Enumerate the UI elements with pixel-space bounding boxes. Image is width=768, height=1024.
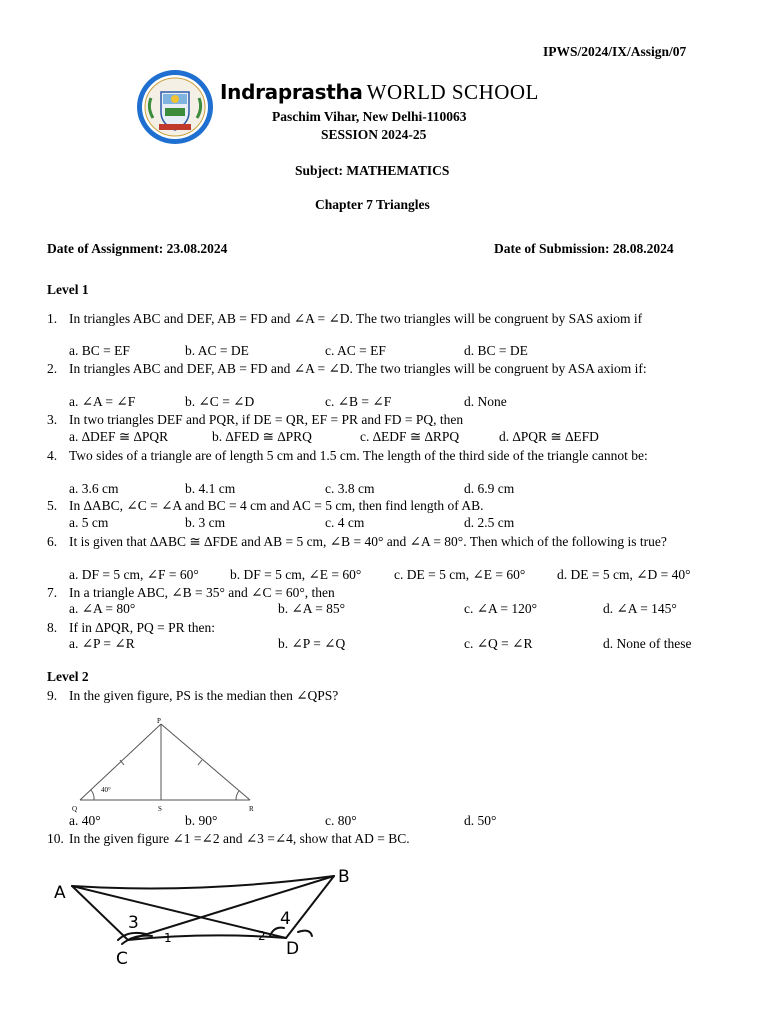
question-text: Two sides of a triangle are of length 5 cm and 1.5 cm. The length of the third side of the triangle cannot be: (69, 448, 648, 463)
option-d: d. 50° (464, 813, 497, 828)
option-b: b. 90° (185, 813, 218, 828)
option-a: a. ∠A = ∠F (69, 394, 136, 409)
label-q: Q (72, 805, 78, 813)
option-c: c. 80° (325, 813, 357, 828)
question-number: 2. (47, 361, 58, 376)
option-c: c. 3.8 cm (325, 481, 375, 496)
option-b: b. ∠P = ∠Q (278, 636, 346, 651)
option-a: a. ∠P = ∠R (69, 636, 135, 651)
question-text: In a triangle ABC, ∠B = 35° and ∠C = 60°, then (69, 585, 335, 600)
option-a: a. DF = 5 cm, ∠F = 60° (69, 567, 199, 582)
option-d: d. None of these (603, 636, 692, 651)
option-d: d. None (464, 394, 507, 409)
option-c: c. ∆EDF ≅ ∆RPQ (360, 429, 460, 444)
question-text: In the given figure ∠1 =∠2 and ∠3 =∠4, show that AD = BC. (69, 831, 410, 846)
subject: Subject: MATHEMATICS (295, 163, 450, 178)
school-address: Paschim Vihar, New Delhi-110063 (272, 109, 467, 124)
option-b: b. 4.1 cm (185, 481, 236, 496)
option-d: d. ∠A = 145° (603, 601, 677, 616)
question-text: In two triangles DEF and PQR, if DE = QR, EF = PR and FD = PQ, then (69, 412, 464, 427)
option-a: a. 40° (69, 813, 101, 828)
option-a: a. ∠A = 80° (69, 601, 136, 616)
option-c: c. 4 cm (325, 515, 365, 530)
question-text: It is given that ∆ABC ≅ ∆FDE and AB = 5 cm, ∠B = 40° and ∠A = 80°. Then which of the following is true? (69, 534, 667, 549)
figure-triangle-pqr (68, 716, 268, 816)
option-b: b. ∠C = ∠D (185, 394, 255, 409)
option-a: a. BC = EF (69, 343, 130, 358)
option-c: c. DE = 5 cm, ∠E = 60° (394, 567, 526, 582)
label-d: D (286, 939, 300, 959)
chapter-title: Chapter 7 Triangles (315, 197, 430, 212)
question-text: In the given figure, PS is the median then ∠QPS? (69, 688, 339, 703)
question-number: 3. (47, 412, 58, 427)
label-a: A (54, 883, 66, 903)
option-a: a. ∆DEF ≅ ∆PQR (69, 429, 169, 444)
label-angle-3: 3 (128, 913, 139, 933)
level-1-heading: Level 1 (47, 282, 89, 297)
option-d: d. ∆PQR ≅ ∆EFD (499, 429, 599, 444)
level-2-heading: Level 2 (47, 669, 89, 684)
option-d: d. DE = 5 cm, ∠D = 40° (557, 567, 691, 582)
option-b: b. ∆FED ≅ ∆PRQ (212, 429, 312, 444)
question-number: 10. (47, 831, 64, 846)
option-b: b. 3 cm (185, 515, 226, 530)
label-angle-4: 4 (280, 909, 291, 929)
label-c: C (116, 949, 128, 969)
label-s: S (158, 805, 162, 813)
option-d: d. 2.5 cm (464, 515, 515, 530)
option-a: a. 3.6 cm (69, 481, 119, 496)
question-number: 6. (47, 534, 58, 549)
question-text: In triangles ABC and DEF, AB = FD and ∠A = ∠D. The two triangles will be congruent by ASA axiom if: (69, 361, 647, 376)
assignment-ref: IPWS/2024/IX/Assign/07 (543, 44, 687, 59)
angle-40: 40° (101, 786, 111, 794)
option-b: b. AC = DE (185, 343, 249, 358)
option-d: d. 6.9 cm (464, 481, 515, 496)
label-b: B (338, 867, 350, 887)
question-number: 9. (47, 688, 58, 703)
school-name (220, 80, 539, 105)
question-text: In ∆ABC, ∠C = ∠A and BC = 4 cm and AC = 5 cm, then find length of AB. (69, 498, 484, 513)
question-number: 1. (47, 311, 58, 326)
option-b: b. ∠A = 85° (278, 601, 346, 616)
question-number: 8. (47, 620, 58, 635)
question-number: 4. (47, 448, 58, 463)
option-c: c. AC = EF (325, 343, 386, 358)
option-c: c. ∠A = 120° (464, 601, 538, 616)
label-p: P (157, 717, 161, 725)
date-of-submission: Date of Submission: 28.08.2024 (494, 241, 674, 256)
label-angle-2: 2 (258, 929, 266, 943)
school-name-serif: WORLD SCHOOL (366, 80, 539, 104)
question-text: If in ∆PQR, PQ = PR then: (69, 620, 216, 635)
option-b: b. DF = 5 cm, ∠E = 60° (230, 567, 362, 582)
option-c: c. ∠B = ∠F (325, 394, 392, 409)
figure-quadrilateral-abcd (48, 862, 368, 974)
label-angle-1: 1 (164, 931, 172, 945)
date-of-assignment: Date of Assignment: 23.08.2024 (47, 241, 228, 256)
option-c: c. ∠Q = ∠R (464, 636, 533, 651)
question-text: In triangles ABC and DEF, AB = FD and ∠A = ∠D. The two triangles will be congruent by SAS axiom if (69, 311, 643, 326)
label-r: R (249, 805, 254, 813)
school-logo (135, 68, 215, 146)
option-d: d. BC = DE (464, 343, 528, 358)
question-number: 5. (47, 498, 58, 513)
school-name-script: Indraprastha (220, 80, 363, 104)
session: SESSION 2024-25 (321, 127, 427, 142)
question-number: 7. (47, 585, 58, 600)
option-a: a. 5 cm (69, 515, 109, 530)
